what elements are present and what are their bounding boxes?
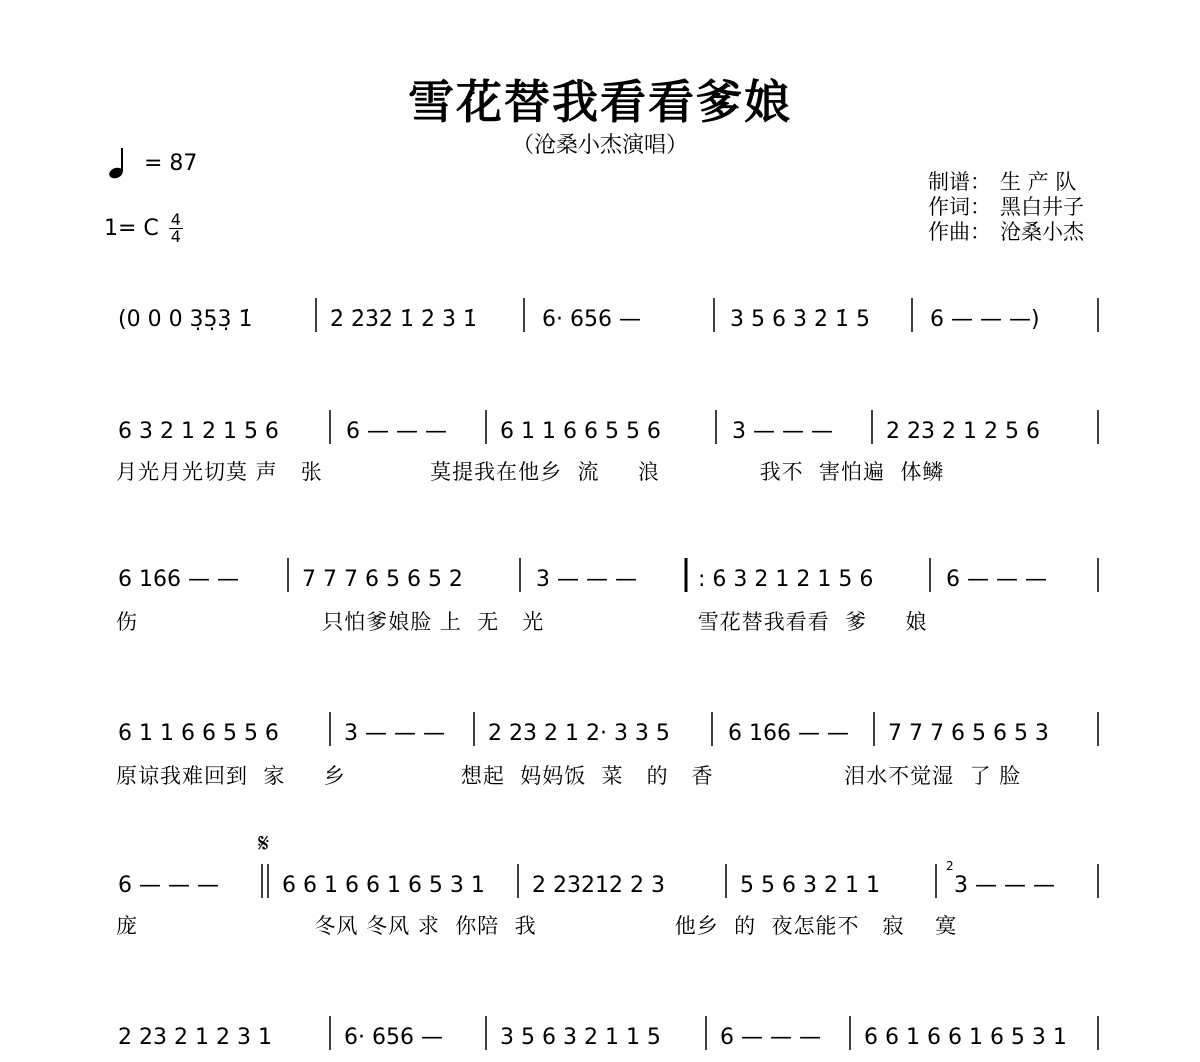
svg-text:6 — — —: 6 — — — (346, 419, 447, 444)
staff-line-4 (118, 712, 1098, 746)
svg-text:6· 656 —: 6· 656 — (344, 1025, 443, 1050)
staff-line-5 (118, 829, 1098, 898)
credit-label: 制谱： (928, 170, 991, 194)
svg-text:6 — — —: 6 — — — (118, 873, 219, 898)
svg-text:2: 2 (946, 859, 954, 873)
svg-text:6 6 1 6 6 1 6 5 3 1: 6 6 1 6 6 1 6 5 3 1 (864, 1025, 1067, 1050)
svg-text:6 — — —: 6 — — — (946, 567, 1047, 592)
svg-text:6 166 — —: 6 166 — — (728, 721, 849, 746)
svg-text:6 6 1 6 6 1 6 5 3 1: 6 6 1 6 6 1 6 5 3 1 (282, 873, 485, 898)
svg-text:2 23212 2 3: 2 23212 2 3 (532, 873, 665, 898)
svg-text:7 7 7 6 5 6 5 3: 7 7 7 6 5 6 5 3 (888, 721, 1049, 746)
lyric-line: 原谅我难回到 家 乡 想起 妈妈饭 菜 的 香 泪水不觉湿 了 脸 (116, 764, 1022, 788)
svg-text:3 — — —: 3 — — — (954, 873, 1055, 898)
staff-line-3 (118, 558, 1098, 592)
credit-value: 沧桑小杰 (1000, 220, 1084, 244)
credit-label: 作曲： (928, 220, 991, 244)
svg-text:2̇ 2̇3̇2̇ 1̇ 2̇ 3̇ 1̇: 2̇ 2̇3̇2̇ 1̇ 2̇ 3̇ 1̇ (330, 307, 477, 332)
svg-text:6 1 1 6 6 5 5 6: 6 1 1 6 6 5 5 6 (118, 721, 279, 746)
svg-text:2 23 2 1 2 5 6: 2 23 2 1 2 5 6 (886, 419, 1040, 444)
time-signature-bottom: 4 (170, 227, 181, 246)
time-signature-top: 4 (170, 210, 181, 229)
credit-value: 黑白井子 (1000, 195, 1084, 219)
lyric-line: 月光月光切莫 声 张 莫提我在他乡 流 浪 我不 害怕遍 体鳞 (116, 460, 945, 484)
svg-text:𝄋: 𝄋 (258, 829, 270, 859)
svg-text:2 23 2 1 2· 3 3 5: 2 23 2 1 2· 3 3 5 (488, 721, 670, 746)
svg-text:6 3 2 1 2 1 5 6: 6 3 2 1 2 1 5 6 (118, 419, 279, 444)
staff-line-6 (118, 1016, 1098, 1050)
svg-text:6 — — —): 6 — — —) (930, 307, 1040, 332)
song-title: 雪花替我看看爹娘 (408, 75, 792, 129)
lyric-line: 庞 冬风 冬风 求 你陪 我 他乡 的 夜怎能不 寂 寞 (116, 914, 958, 938)
performer-subtitle: （沧桑小杰演唱） (511, 133, 688, 158)
svg-text:: 6 3 2 1 2 1 5 6: : 6 3 2 1 2 1 5 6 (698, 567, 874, 592)
svg-text:6 166 — —: 6 166 — — (118, 567, 239, 592)
svg-text:3 — — —: 3 — — — (344, 721, 445, 746)
svg-text:7 7 7 6 5 6 5 2: 7 7 7 6 5 6 5 2 (302, 567, 463, 592)
svg-text:6 1 1 6 6 5 5 6: 6 1 1 6 6 5 5 6 (500, 419, 661, 444)
svg-text:3 — — —: 3 — — — (732, 419, 833, 444)
svg-text:3 — — —: 3 — — — (536, 567, 637, 592)
key-label: 1= C (104, 216, 159, 241)
tempo-value: = 87 (144, 150, 198, 176)
svg-text:3 5 6 3 2 1 1 5: 3 5 6 3 2 1 1 5 (500, 1025, 661, 1050)
svg-text:5 5 6 3 2 1 1: 5 5 6 3 2 1 1 (740, 873, 880, 898)
svg-text:3 5 6 3̇ 2̇ 1̇ 5: 3 5 6 3̇ 2̇ 1̇ 5 (730, 307, 870, 332)
staff-line-1 (118, 298, 1098, 332)
svg-text:2 23 2 1 2 3 1: 2 23 2 1 2 3 1 (118, 1025, 272, 1050)
svg-text:6 — — —: 6 — — — (720, 1025, 821, 1050)
lyric-line: 伤 只怕爹娘脸 上 无 光 雪花替我看看 爹 娘 (116, 610, 928, 634)
staff-line-2 (118, 410, 1098, 444)
svg-text:(0 0 0 3̣5̣3̣ 1̇: (0 0 0 3̣5̣3̣ 1̇ (118, 307, 253, 332)
credit-label: 作词： (928, 195, 991, 219)
credit-value: 生 产 队 (1000, 170, 1077, 194)
svg-text:6· 656 —: 6· 656 — (542, 307, 641, 332)
